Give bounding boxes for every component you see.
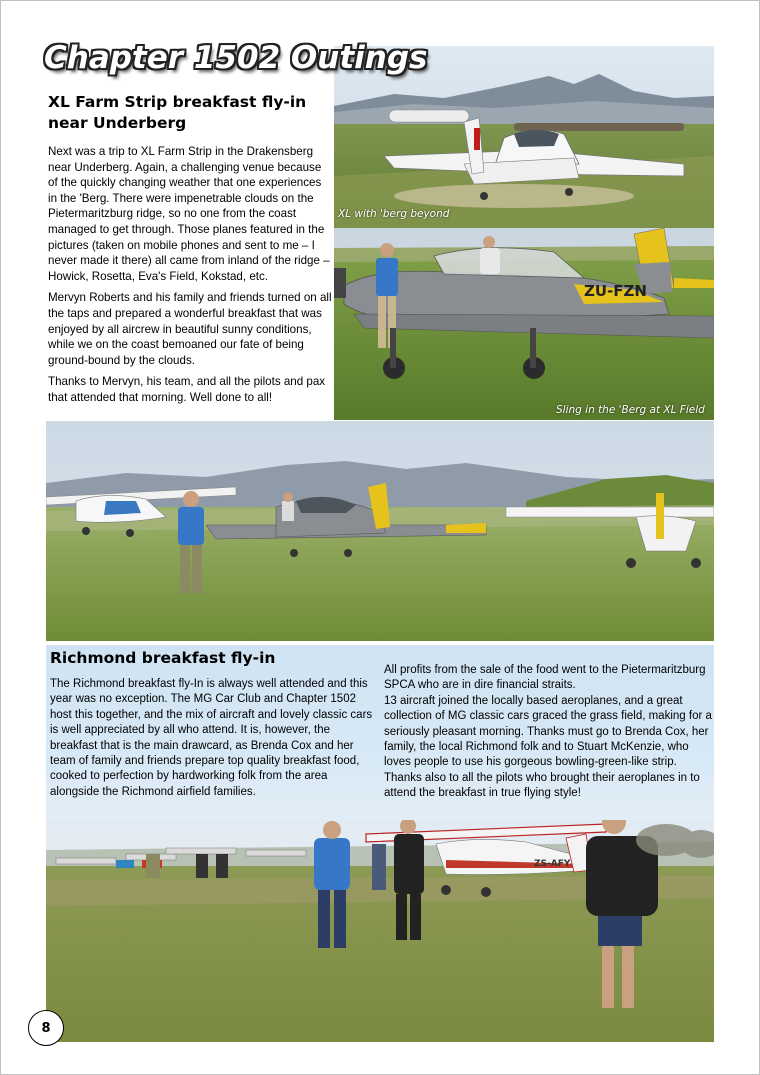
page-number: 8 — [28, 1010, 64, 1046]
photo-sling-aircraft — [334, 228, 714, 420]
photo2-caption: Sling in the 'Berg at XL Field — [556, 404, 705, 416]
article1-paragraph: Next was a trip to XL Farm Strip in the Drakensberg near Underberg. Again, a challenging venue because of the quickly changing weather that one experiences in the 'Berg. There were impenetrable clouds on the Pietermaritzburg ridge, so no one from the coast managed to get through. Those planes featured in the pictures (taken on mobile phones and sent to me – I never made it there) all came from inland of the ridge – Howick, Rosetta, Eva's Field, Kokstad, etc. — [48, 145, 330, 283]
article2-paragraph: 13 aircraft joined the locally based aeroplanes, and a great collection of MG classic cars graced the grass field, making for a seriously pleasant morning. Thanks must go to Brenda Cox, her family, the local Richmond folk and to Stuart McKenzie, who loves people to use his gorgeous bowling-green-like strip. Thanks also to all the pilots who brought their aeroplanes in to attend the breakfast in true flying style! — [384, 694, 712, 800]
article1-paragraph: Thanks to Mervyn, his team, and all the pilots and pax that attended that morning. Well done to all! — [48, 375, 326, 404]
photo-xl-field-aircraft — [46, 421, 714, 641]
article1-heading: XL Farm Strip breakfast fly-in near Underberg — [48, 93, 307, 132]
article1-paragraph: Mervyn Roberts and his family and friends turned on all the taps and prepared a wonderful breakfast that was enjoyed by all aircrew in beautiful sunny conditions, while we on the coast bemoaned our fate of being ground-bound by the clouds. — [48, 291, 332, 367]
aircraft-registration-2: ZS-AFY — [534, 859, 571, 869]
article2-right-column — [384, 663, 712, 802]
article2-left-column — [50, 677, 378, 800]
photo-richmond-field — [46, 820, 714, 1042]
page-title: Chapter 1502 Outings — [44, 40, 428, 76]
article2-paragraph: All profits from the sale of the food went to the Pietermaritzburg SPCA who are in dire financial straits. — [384, 664, 706, 692]
article2-paragraph: The Richmond breakfast fly-In is always well attended and this year was no exception. The MG Car Club and Chapter 1502 host this together, and the mix of aircraft and lovely classic cars is well appreciated by all who attend. It is, however, the breakfast that is the main drawcard, as Brenda Cox and her team of family and friends prepare top quality breakfast food, cooked to perfection by hardworking folk from the area alongside the Richmond airfield families. — [50, 678, 373, 798]
article-richmond-panel — [46, 645, 714, 845]
article-xl-farm-strip — [48, 92, 332, 412]
photo1-caption: XL with 'berg beyond — [338, 208, 450, 220]
aircraft-registration: ZU-FZN — [584, 282, 647, 300]
article2-heading: Richmond breakfast fly-in — [50, 649, 276, 667]
